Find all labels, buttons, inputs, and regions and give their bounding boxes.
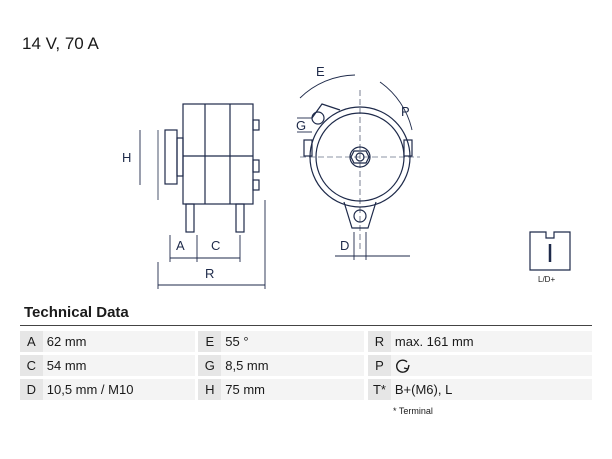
spec-key: P — [368, 355, 391, 376]
spec-key: G — [198, 355, 221, 376]
label-H: H — [122, 150, 132, 165]
spec-key: R — [368, 331, 391, 352]
divider — [20, 325, 592, 326]
label-R: R — [205, 266, 215, 281]
spec-value: 55 ° — [221, 331, 364, 352]
label-D: D — [340, 238, 350, 253]
table-row — [20, 331, 592, 352]
pulley — [165, 130, 177, 184]
label-C: C — [211, 238, 221, 253]
terminal-footnote: * Terminal — [393, 406, 433, 416]
product-title: 14 V, 70 A — [22, 34, 99, 53]
spec-value-rotation — [391, 355, 592, 376]
label-P: P — [401, 104, 410, 119]
spec-table — [20, 328, 592, 403]
label-E: E — [316, 64, 325, 79]
spec-value: 8,5 mm — [221, 355, 364, 376]
spec-key: T* — [368, 379, 391, 400]
spec-key: D — [20, 379, 43, 400]
spec-value: 62 mm — [43, 331, 195, 352]
table-row — [20, 379, 592, 400]
label-G: G — [296, 118, 307, 133]
connector-label: L/D+ — [538, 275, 556, 284]
rotation-clockwise-icon — [395, 358, 411, 374]
spec-value: 75 mm — [221, 379, 364, 400]
spec-key: C — [20, 355, 43, 376]
spec-key: E — [198, 331, 221, 352]
table-row — [20, 355, 592, 376]
spec-key: A — [20, 331, 43, 352]
spec-value: max. 161 mm — [391, 331, 592, 352]
label-A: A — [176, 238, 185, 253]
spec-key: H — [198, 379, 221, 400]
spec-value: 10,5 mm / M10 — [43, 379, 195, 400]
spec-value: B+(M6), L — [391, 379, 592, 400]
technical-data-title: Technical Data — [24, 304, 129, 321]
alternator-side-body — [183, 104, 253, 204]
spec-value: 54 mm — [43, 355, 195, 376]
